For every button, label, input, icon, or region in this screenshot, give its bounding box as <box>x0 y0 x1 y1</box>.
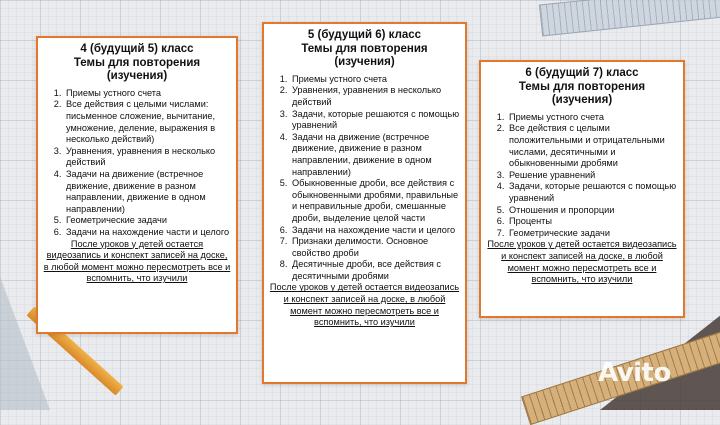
grade-4-card <box>36 36 238 334</box>
avito-watermark-logo: Avito <box>598 358 671 388</box>
grade-5-card <box>262 22 467 384</box>
card-subtitle-note: (изучения) <box>334 56 395 69</box>
topic-list <box>43 88 231 239</box>
topic-item: 4. Задачи, которые решаются с помощью уравнений <box>507 181 678 204</box>
recording-note: После уроков у детей остается видеозапись и конспект записей на доске, в любой момент можно пересмотреть все и вспомнить, что изучили <box>43 238 231 284</box>
card-subtitle: Темы для повторения <box>301 42 428 55</box>
topic-list <box>486 112 678 240</box>
card-grade-heading: 6 (будущий 7) класс <box>525 67 639 79</box>
topic-item: 2. Все действия с целыми положительными и отрицательными числами, десятичными и обыкновенными дробями <box>507 123 678 169</box>
topic-item: 6. Задачи на нахождение части и целого <box>290 225 460 237</box>
recording-note: После уроков у детей остается видеозапись и конспект записей на доске, в любой момент можно пересмотреть все и вспомнить, что изучили <box>269 282 460 328</box>
card-title <box>486 67 678 108</box>
topic-item: 3. Задачи, которые решаются с помощью уравнений <box>290 109 460 132</box>
topic-item: 2. Уравнения, уравнения в несколько действий <box>290 85 460 108</box>
topic-list <box>269 74 460 283</box>
topic-item: 8. Десятичные дроби, все действия с десятичными дробями <box>290 259 460 282</box>
card-grade-heading: 4 (будущий 5) класс <box>80 43 194 55</box>
topic-item: 6. Задачи на нахождение части и целого <box>64 227 231 239</box>
topic-item: 3. Решение уравнений <box>507 170 678 182</box>
topic-item: 1. Приемы устного счета <box>64 88 231 100</box>
topic-item: 2. Все действия с целыми числами: письменное сложение, вычитание, умножение, деление, выражения в несколько действий) <box>64 99 231 145</box>
card-title <box>269 29 460 70</box>
card-subtitle: Темы для повторения <box>73 56 201 69</box>
topic-item: 1. Приемы устного счета <box>507 112 678 124</box>
topic-item: 7. Признаки делимости. Основное свойство дроби <box>290 236 460 259</box>
card-title <box>43 43 231 84</box>
grade-6-card <box>479 60 685 318</box>
recording-note: После уроков у детей остается видеозапись и конспект записей на доске, в любой момент можно пересмотреть все и вспомнить, что изучили <box>487 239 677 285</box>
topic-item: 5. Отношения и пропорции <box>507 205 678 217</box>
card-subtitle: Темы для повторения <box>518 80 646 93</box>
topic-item: 4. Задачи на движение (встречное движение, движение в разном направлении, движение в одном направлении) <box>64 169 231 215</box>
topic-item: 1. Приемы устного счета <box>290 74 460 86</box>
ruler-top-decoration <box>539 0 720 36</box>
topic-item: 5. Геометрические задачи <box>64 215 231 227</box>
topic-item: 6. Проценты <box>507 216 678 228</box>
card-subtitle-note: (изучения) <box>551 94 613 107</box>
topic-item: 4. Задачи на движение (встречное движение, движение в разном направлении, движение в одном направлении) <box>290 132 460 178</box>
topic-item: 3. Уравнения, уравнения в несколько действий <box>64 146 231 169</box>
topic-item: 5. Обыкновенные дроби, все действия с обыкновенными дробями, правильные и неправильные дроби, смешанные дроби, выделение целой части <box>290 178 460 224</box>
card-grade-heading: 5 (будущий 6) класс <box>307 29 422 41</box>
card-subtitle-note: (изучения) <box>106 70 168 83</box>
topic-item: 7. Геометрические задачи <box>507 228 678 240</box>
